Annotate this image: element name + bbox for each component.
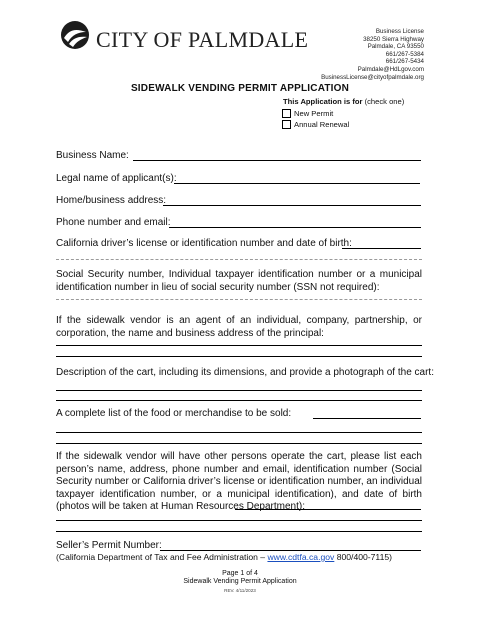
contact-line: Palmdale, CA 93550 — [367, 43, 424, 51]
application-type-label — [283, 97, 404, 106]
food-list-label: A complete list of the food or merchandise to be sold: — [56, 408, 292, 419]
phone-email-input[interactable] — [169, 227, 421, 228]
page-number: Page 1 of 4 — [222, 570, 258, 577]
license-input-continued[interactable] — [56, 259, 422, 260]
application-type-note: (check one) — [364, 97, 405, 106]
footer-doc-name: Sidewalk Vending Permit Application — [183, 578, 297, 585]
home-address-label: Home/business address: — [56, 195, 167, 206]
agent-input-line[interactable] — [56, 345, 422, 346]
org-name: CITY OF PALMDALE — [96, 27, 309, 52]
food-list-input-line[interactable] — [56, 432, 422, 433]
annual-renewal-label: Annual Renewal — [294, 120, 350, 129]
contact-line: 38250 Sierra Highway — [363, 35, 424, 43]
cdtfa-link[interactable]: www.cdtfa.ca.gov — [267, 552, 335, 562]
legal-name-label: Legal name of applicant(s): — [56, 173, 177, 184]
cart-description-label: Description of the cart, including its dimensions, and provide a photograph of the cart: — [56, 367, 434, 378]
cart-description-input-line[interactable] — [56, 390, 422, 391]
contact-line: Business License — [375, 28, 424, 35]
city-logo — [60, 20, 90, 50]
seller-permit-label: Seller’s Permit Number: — [56, 540, 162, 551]
business-name-input[interactable] — [133, 160, 421, 161]
business-name-label: Business Name: — [56, 150, 129, 161]
ssn-input[interactable] — [56, 299, 422, 300]
food-list-input[interactable] — [313, 418, 421, 419]
other-persons-input-line[interactable] — [56, 531, 422, 532]
new-permit-label: New Permit — [294, 109, 334, 118]
ssn-label: Social Security number, Individual taxpayer identification number or a municipal identification number in lieu of social security number (SSN not required): — [56, 269, 422, 293]
other-persons-input[interactable] — [235, 509, 421, 510]
cdtfa-text: (California Department of Tax and Fee Administration – — [56, 552, 266, 562]
home-address-input[interactable] — [163, 205, 421, 206]
contact-email[interactable]: BusinessLicense@cityofpalmdale.org — [321, 73, 424, 81]
application-type-bold: This Application is for — [283, 97, 363, 106]
form-title: SIDEWALK VENDING PERMIT APPLICATION — [130, 83, 350, 94]
contact-email[interactable]: Palmdale@HdLgov.com — [357, 65, 424, 73]
license-input[interactable] — [342, 248, 421, 249]
legal-name-input[interactable] — [174, 183, 420, 184]
cdtfa-phone: 800/400-7115) — [336, 552, 392, 562]
cart-description-input-line[interactable] — [56, 400, 422, 401]
other-persons-input-line[interactable] — [56, 520, 422, 521]
other-persons-label: If the sidewalk vendor will have other persons operate the cart, please list each person’s name, address, phone number and email, identification number (Social Security number or California driver’s license or identification number, an individual taxpayer identification number, or a municipal identification), and date of birth (photos will be taken at Human Resources Department): — [56, 451, 422, 513]
agent-label: If the sidewalk vendor is an agent of an individual, company, partnership, or corporation, the name and business address of the principal: — [56, 315, 422, 339]
new-permit-checkbox[interactable] — [282, 109, 291, 118]
food-list-input-line[interactable] — [56, 443, 422, 444]
license-label: California driver’s license or identification number and date of birth: — [56, 238, 352, 249]
annual-renewal-checkbox[interactable] — [282, 120, 291, 129]
seller-permit-input[interactable] — [160, 550, 421, 551]
contact-block — [321, 28, 424, 81]
phone-email-label: Phone number and email: — [56, 217, 171, 228]
cdtfa-note — [56, 552, 392, 562]
revision-date: REV. 4/11/2023 — [224, 588, 256, 593]
contact-line: 661/267-5384 — [385, 50, 424, 58]
contact-line: 661/267-5434 — [385, 58, 424, 66]
agent-input-line[interactable] — [56, 356, 422, 357]
